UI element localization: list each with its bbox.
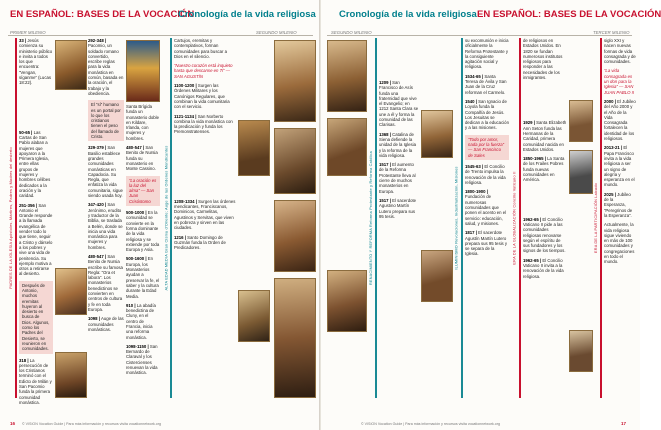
timeline-entry: de religiosos en Estados Unidos. En 1820 se fundan numerosos institutos religiosos para responder a las necesidades de los inmigrantes. bbox=[523, 38, 563, 81]
timeline-entry: 2013-21 | El Papa Francisco invita a la vida religiosa a ser un signo de alegría y esperanza en el mundo. bbox=[604, 145, 635, 188]
timeline-entry: Santa Brígida funda un monasterio doble en Kildare, Irlanda, con mujeres y hombres. bbox=[126, 104, 159, 141]
callout-box: Después de Antonio, muchos eremitas huyeron al desierto en busca de Dios. Algunos, como los Padres del Desierto, se reunieron en comunidades. bbox=[19, 281, 53, 354]
timeline-entry: 1208-1334 | Surgen las órdenes mendicantes, Franciscanos, Dominicos, Carmelitas, Agustinos y Servitas, que viven en pobreza y sirven en las ciudades. bbox=[174, 198, 236, 231]
era-band: RENACIMIENTO Y REFORMA Reforma Protestante y Reforma Católica bbox=[369, 151, 374, 285]
left-page bbox=[0, 0, 319, 430]
nun-photo-image bbox=[569, 150, 593, 194]
timeline-entry: 1540 | San Ignacio de Loyola funda la Compañía de Jesús. Los Jesuitas se dedican a la educación y a las misiones. bbox=[465, 98, 509, 131]
page-number: 17 bbox=[621, 421, 627, 426]
timeline-entry: 2000 | El Jubileo del Año 2000 y el Año de la Vida Consagrada fortalecen la identidad de los religiosos. bbox=[604, 98, 636, 142]
saint-painting-image bbox=[238, 120, 270, 176]
page-number: 16 bbox=[10, 421, 16, 426]
timeline-entry: 251-356 | San Antonio el Grande responde a la llamada evangélica de vender todo lo que tiene, seguir a Cristo y dárselo a los pobres y vive una vida de penitencia. Su ejemplo motiva a otros a retirarse al desierto. bbox=[19, 202, 53, 277]
timeline-entry: siglo XXI y nacen nuevas formas de vida consagrada y de comunidades. bbox=[604, 38, 636, 65]
pope-photo-image bbox=[569, 330, 593, 372]
page-footer: © VISION Vocation Guide | Para más información y recursos visita vocationnetwork.org bbox=[22, 422, 162, 426]
timeline-entry: 1098-1150 | San Bernardo de Claraval y los Cistercienses renuevan la vida monástica. bbox=[126, 343, 158, 376]
callout-box: “Todo por amor, nada por la fuerza” — San Francisco de Sales bbox=[465, 135, 509, 160]
timeline-entry: 1929 | Santa Elizabeth Ann Seton funda las Hermanas de la Caridad, primera comunidad nacida en Estados Unidos. bbox=[523, 120, 567, 152]
timeline-entry: 1850-1965 | La Santa de los Frailes Pobres funda nuevas comunidades en América. bbox=[523, 156, 565, 183]
timeline-entry: 1962-65 | El Concilio Vaticano II invita a la renovación de la vida religiosa. bbox=[523, 257, 564, 279]
era-band: ALTA EDAD MEDIA Gran Cisma d’Oriente; Auge de las Ordenes Mendicantes bbox=[164, 145, 169, 291]
era-label: TERCER MILENIO bbox=[593, 30, 630, 35]
timeline-entry: 347-420 | San Jerónimo, erudito y traductor de la Biblia, se traslada a Belén, donde se inicia una vida monástica para mujeres y hombres. bbox=[88, 202, 123, 250]
timeline-entry: Actualmente, la vida religiosa sigue viviendo en más de 100 comunidades y congregaciones en todo el mundo. bbox=[604, 222, 635, 265]
timeline-entry: 1209 | San Francisco de Asís funda una fraternidad que vive el Evangelio; en 1212 Santa Clara se une a él y forma la comunidad de las Clarisas. bbox=[379, 80, 419, 128]
timeline-entry: 1817 | El sacerdote Agustín Martín Lutero prepara sus 95 tesis y se separa de la Iglesia. bbox=[465, 230, 508, 257]
timeline-entry: 480-547 | San Benito de Nursia escribe su famosa Regla: “Ora et labora”. Los monasterios benedictinos se convierten en centros de cultura y fe en toda Europa. bbox=[88, 253, 123, 312]
era-label: PRIMER MILENIO bbox=[10, 30, 46, 35]
timeline-axis bbox=[461, 38, 463, 398]
timeline-axis bbox=[15, 38, 17, 398]
timeline-column-1 bbox=[379, 80, 419, 398]
timeline-column-2 bbox=[465, 38, 509, 398]
timeline-entry: 1800-1900 | Fundación de numerosas comunidades que ponen el acento en el servicio: educación, salud, y misiones. bbox=[465, 189, 507, 226]
saint-icon-image bbox=[55, 352, 87, 398]
spanish-section-header: EN ESPAÑOL: BASES DE LA VOCACIÓN bbox=[10, 9, 195, 20]
timeline-axis bbox=[600, 38, 602, 398]
timeline-column-3 bbox=[523, 38, 567, 398]
header-rule bbox=[327, 35, 632, 36]
spanish-section-header: EN ESPAÑOL: BASES DE LA VOCACIÓN bbox=[477, 9, 661, 20]
era-band: ERA DE LA GLOBALIZACIÓN Concilio Vaticano II bbox=[513, 171, 518, 265]
timeline-entry: 1098 | Auge de las comunidades monásticas. bbox=[88, 316, 124, 332]
timeline-entry: 329-379 | San Basilio establece grandes comunidades monásticas en Capadocia. Su Regla, que enfatiza la vida comunitaria, sigue siendo usada hoy. bbox=[88, 145, 123, 199]
saint-painting-image bbox=[55, 268, 87, 315]
timeline-entry: 1100-1200 | Surgen las Órdenes Militares y los Canónigos Regulares, que combinan la vida comunitaria con el servicio. bbox=[174, 83, 230, 110]
timeline-axis bbox=[519, 38, 521, 398]
saint-painting-image bbox=[274, 278, 316, 398]
callout-box: El “sí” humano es un portal por lo que los cristianos tienen el peso del llamado de Cristo. bbox=[88, 100, 124, 141]
timeline-column-3 bbox=[126, 104, 160, 398]
saint-francis-image bbox=[327, 40, 367, 112]
timeline-entry: 318 | La persecución de los Cristianos terminó con el Edicto de Milán y San Pacomio funda la primera comunidad monástica. bbox=[19, 357, 52, 405]
era-band: ERA DE LA PARTICIPACIÓN Laicado bbox=[594, 183, 598, 253]
saint-icon-image bbox=[55, 40, 87, 90]
era-band: PADRES DE LA IGLESIA Apóstoles, Mártires, Padres y Madres del desierto bbox=[9, 147, 14, 289]
timeline-entry: 910 | La abadía benedictina de Cluny, en el centro de Francia, inicia una reforma monástica. bbox=[126, 302, 156, 340]
saint-painting-image bbox=[274, 200, 316, 272]
callout-box: “La oración es la luz del alma” — San Juan Crisóstomo bbox=[126, 176, 160, 206]
timeline-entry: 1216 | Santo Domingo de Guzmán funda la Orden de Predicadores. bbox=[174, 234, 226, 251]
timeline-column-4 bbox=[604, 38, 636, 398]
saint-painting-image bbox=[421, 110, 453, 158]
timeline-entry: su excomunión e inicia oficialmente la Reforma Protestante y la consiguiente agitación social y religiosa. bbox=[465, 38, 509, 70]
timeline-entry: 50-65 | Las Cartas de San Pablo alaban a mujeres que apoyaron a la Primera Iglesia, entre ellas grupos de mujeres y hombres célibes dedicados a la oración y la caridad. bbox=[19, 129, 51, 199]
timeline-entry: 500-1000 | En la comunidad se convierte en la forma dominante de la vida religiosa y se extiende por toda Europa y Asia. bbox=[126, 210, 160, 253]
saint-photo-image bbox=[569, 100, 593, 142]
timeline-entry: 292-348 | Pacomio, un soldado romano convertido, escribe reglas para la vida monástica en común, basada en la oración, el trabajo y la obediencia. bbox=[88, 38, 124, 96]
timeline-title: Cronología de la vida religiosa bbox=[178, 9, 316, 20]
timeline-entry: 1517 | El aumento de la Reforma Protestante lleva al cierre de muchos monasterios en Europa. bbox=[379, 162, 416, 194]
era-label: SEGUNDO MILENIO bbox=[256, 30, 297, 35]
page-footer: © VISION Vocation Guide | Para más información y recursos visita vocationnetwork.org bbox=[361, 422, 501, 426]
saint-painting-image bbox=[274, 128, 316, 194]
stained-glass-image bbox=[126, 40, 160, 102]
timeline-entry: 1534-65 | Santa Teresa de Ávila y San Juan de la Cruz reforman el Carmelo. bbox=[465, 73, 507, 95]
saint-painting-image bbox=[327, 270, 367, 332]
saint-francis-image bbox=[274, 40, 316, 122]
timeline-axis bbox=[375, 38, 377, 398]
saint-painting-image bbox=[327, 118, 367, 176]
timeline-column-2 bbox=[88, 38, 124, 398]
quote: “Nuestro corazón está inquieto hasta que descanse en Ti” — SAN AGUSTÍN bbox=[174, 63, 233, 79]
era-band: ILUMINISMO Revoluciones, Industrialización, Misiones bbox=[455, 166, 459, 270]
timeline-entry: Cartujos, eremitas y contemplativos, forman comunidades para buscar a Dios en el silencio. bbox=[174, 38, 228, 59]
saint-painting-image bbox=[238, 290, 270, 342]
quote: “La vida consagrada es un don para la Iglesia” — SAN JUAN PABLO II bbox=[604, 68, 635, 95]
timeline-entry: 1368 | Catalina de Siena defiende la unidad de la Iglesia y la reforma de la vida religiosa. bbox=[379, 131, 417, 158]
right-page bbox=[321, 0, 661, 430]
timeline-entry: 33 | Jesús comienza su ministerio público e invita a todos los que encuentra: “Vengan, síganme” (Lucas 18:22). bbox=[19, 38, 53, 86]
timeline-title: Cronología de la vida religiosa bbox=[339, 9, 477, 20]
timeline-entry: 480-547 | San Benito de Nursia funda su monasterio en Monte Cassino. bbox=[126, 145, 158, 172]
timeline-column-4 bbox=[174, 38, 236, 398]
timeline-entry: 1545-63 | El Concilio de Trento impulsa la renovación de la vida religiosa. bbox=[465, 163, 506, 185]
timeline-entry: 1121-1134 | San Norberto combina la vida monástica con la predicación y funda los Premonstratenses. bbox=[174, 113, 233, 135]
timeline-entry: 2025 | Jubileo de la Esperanza, “Peregrinos de la Esperanza”. bbox=[604, 191, 633, 218]
saint-painting-image bbox=[421, 250, 453, 302]
timeline-entry: 1962-65 | El Concilio Vaticano II pide a las comunidades religiosas renovarse según el espíritu de sus fundadores y los signos de los tiempos. bbox=[523, 216, 566, 254]
header-rule bbox=[8, 35, 313, 36]
era-label: SEGUNDO MILENIO bbox=[331, 30, 372, 35]
timeline-entry: 1517 | El sacerdote Agustino Martín Lutero prepara sus 95 tesis. bbox=[379, 197, 417, 219]
timeline-axis bbox=[170, 38, 172, 398]
timeline-entry: 500-1600 | En Europa, los Monasterios ayudan a preservar la fe, el saber y la cultura durante la Edad Media. bbox=[126, 256, 160, 299]
timeline-column-1 bbox=[19, 38, 53, 405]
